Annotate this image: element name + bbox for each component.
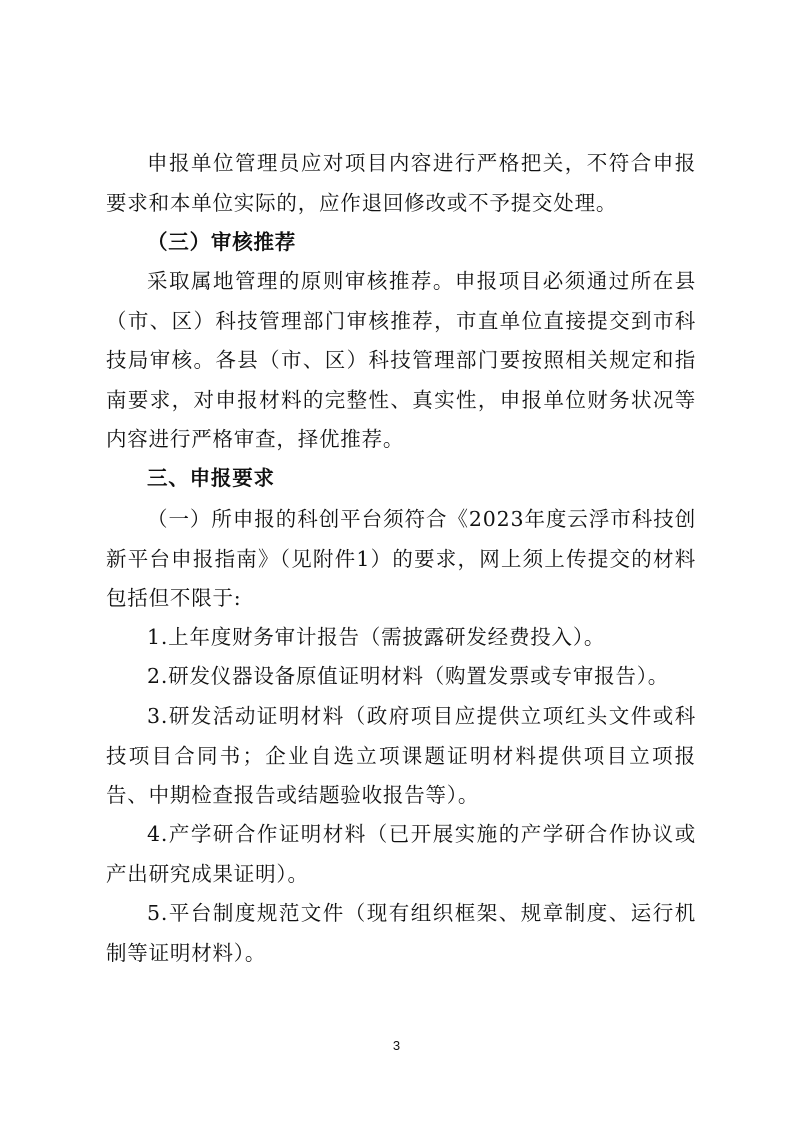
page-number: 3 [392, 1038, 401, 1053]
paragraph-admin-review: 申报单位管理员应对项目内容进行严格把关，不符合申报要求和本单位实际的，应作退回修改或不予提交处理。 [106, 151, 696, 215]
list-item-cooperation-proof: 4.产学研合作证明材料（已开展实施的产学研合作协议或产出研究成果证明）。 [106, 822, 696, 886]
list-item-rd-activity-proof: 3.研发活动证明材料（政府项目应提供立项红头文件或科技项目合同书；企业自选立项课题证明材料提供项目立项报告、中期检查报告或结题验收报告等）。 [106, 704, 696, 807]
list-item-platform-rules: 5.平台制度规范文件（现有组织框架、规章制度、运行机制等证明材料）。 [106, 901, 696, 965]
list-item-equipment-proof: 2.研发仪器设备原值证明材料（购置发票或专审报告）。 [147, 664, 670, 688]
paragraph-territorial-review: 采取属地管理的原则审核推荐。申报项目必须通过所在县（市、区）科技管理部门审核推荐，市直单位直接提交到市科技局审核。各县（市、区）科技管理部门要按照相关规定和指南要求，对申报材料的完整性、真实性，申报单位财务状况等内容进行严格审查，择优推荐。 [106, 269, 696, 451]
paragraph-platform-guide: （一）所申报的科创平台须符合《2023年度云浮市科技创新平台申报指南》（见附件1）的要求，网上须上传提交的材料包括但不限于: [106, 507, 696, 610]
heading-review-recommend: （三）审核推荐 [147, 230, 297, 254]
list-item-audit-report: 1.上年度财务审计报告（需披露研发经费投入）。 [147, 625, 606, 649]
heading-application-requirements: 三、申报要求 [147, 466, 275, 490]
